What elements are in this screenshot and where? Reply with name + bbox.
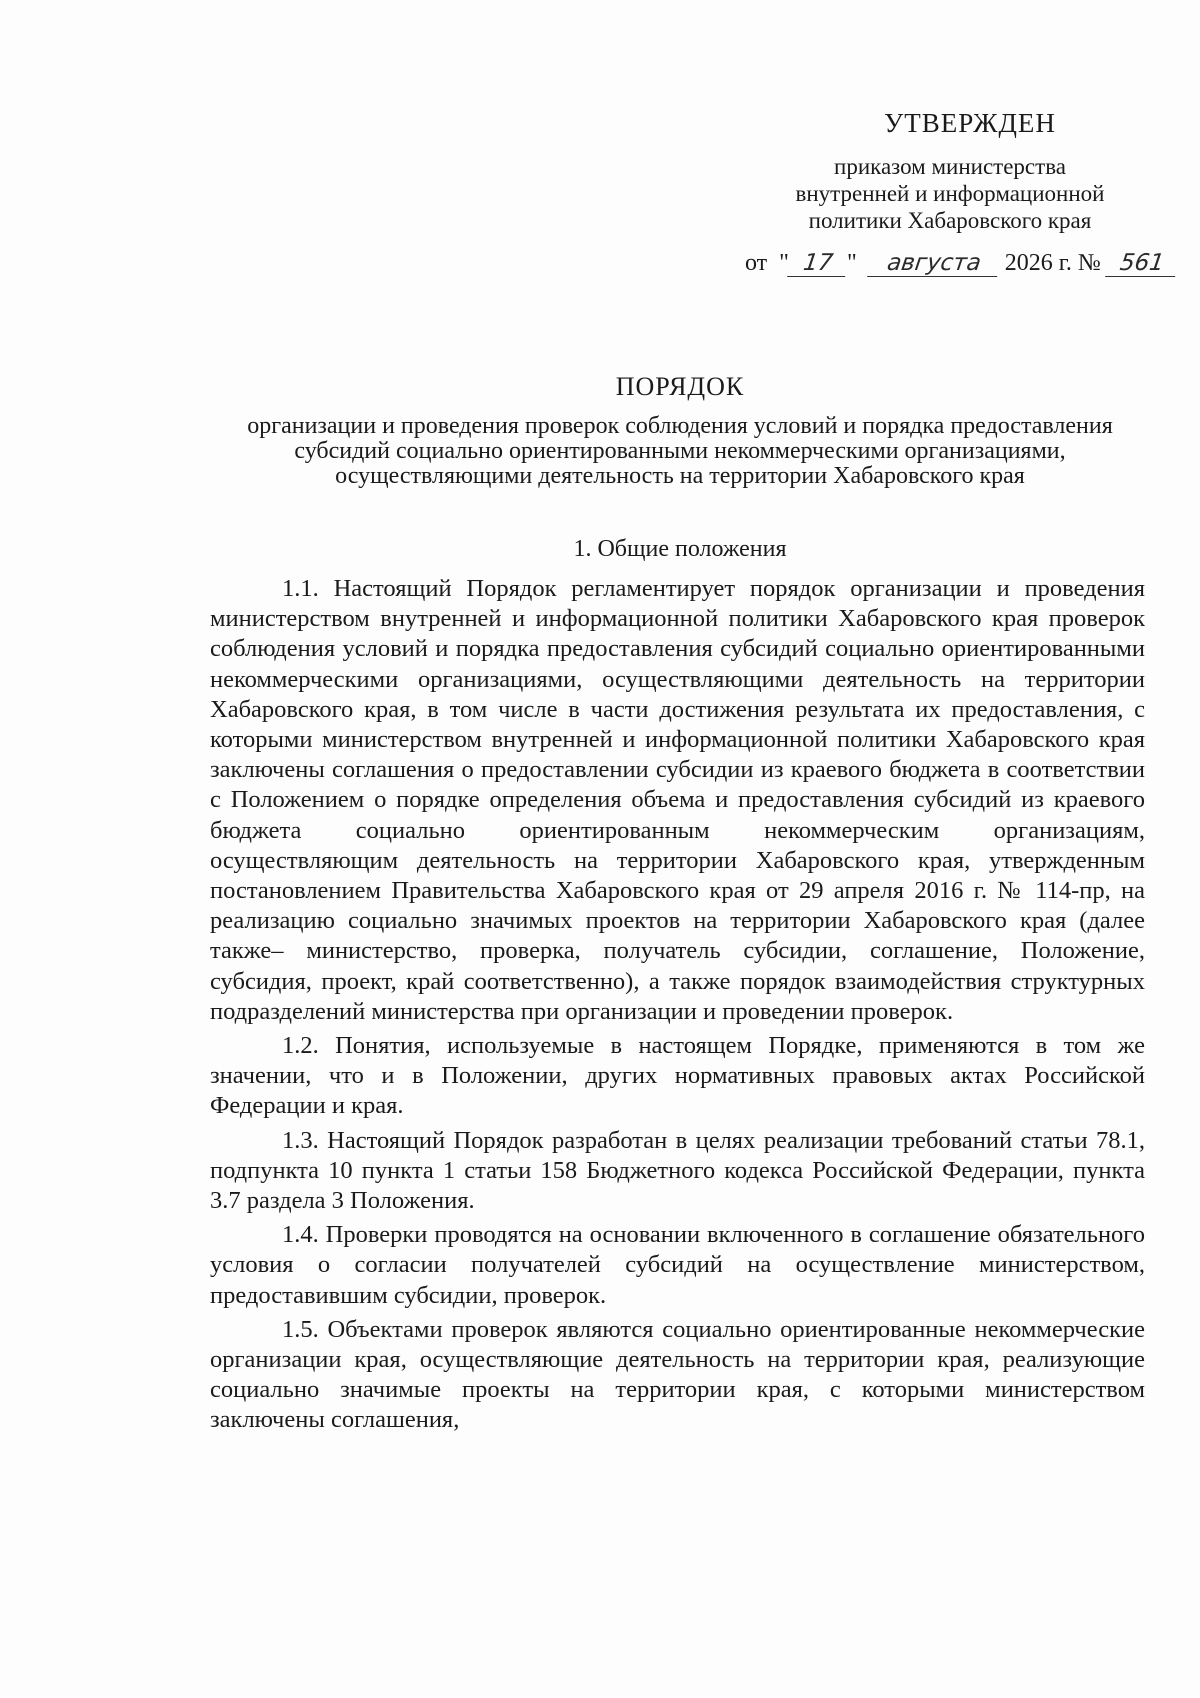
approval-line: внутренней и информационной	[795, 181, 1105, 206]
date-prefix: от	[745, 250, 768, 276]
approval-title: УТВЕРЖДЕН	[884, 108, 1056, 138]
paragraph-1-1: 1.1. Настоящий Порядок регламентирует порядок организации и проведения министерством внутренней и информационной политики Хабаровского края проверок соблюдения условий и порядка предоставления субсидий социально ориентированными некоммерческими организациями, осуществляющими деятельность на территории Хабаровского края, в том числе в части достижения результата их предоставления, с которыми министерством внутренней и информационной политики Хабаровского края заключены соглашения о предоставлении субсидии из краевого бюджета в соответствии с Положением о порядке определения объема и предоставления субсидий из краевого бюджета социально ориентированным некоммерческим организациям, осуществляющим деятельность на территории Хабаровского края, утвержденным постановлением Правительства Хабаровского края от 29 апреля 2016 г. № 114-пр, на реализацию социально значимых проектов на территории Хабаровского края (далее также– министерство, проверка, получатель субсидии, соглашение, Положение, субсидия, проект, край соответственно), а также порядок взаимодействия структурных подразделений министерства при организации и проведении проверок.	[210, 575, 1145, 1025]
paragraph-1-2: 1.2. Понятия, используемые в настоящем Порядке, применяются в том же значении, что и в Положении, других нормативных правовых актах Российской Федерации и края.	[210, 1032, 1145, 1120]
document-body	[210, 574, 1145, 1440]
approval-date: от " 17 " августа 2026 г. № 561	[745, 250, 1165, 277]
approval-line: политики Хабаровского края	[808, 208, 1092, 233]
approval-block	[740, 108, 1160, 234]
document-heading	[200, 372, 1160, 489]
document-subtitle: организации и проведения проверок соблюдения условий и порядка предоставления субсидий социально ориентированными некоммерческими организациями, осуществляющими деятельность на территории Хабаровского края	[247, 413, 1113, 489]
paragraph-1-3: 1.3. Настоящий Порядок разработан в целях реализации требований статьи 78.1, подпункта 10 пункта 1 статьи 158 Бюджетного кодекса Российской Федерации, пункта 3.7 раздела 3 Положения.	[210, 1126, 1145, 1215]
date-year: 2026 г. №	[1004, 250, 1101, 276]
handwritten-month: августа	[867, 250, 1001, 277]
paragraph-1-4: 1.4. Проверки проводятся на основании включенного в соглашение обязательного условия о согласии получателей субсидий на осуществление министерством, предоставившим субсидии, проверок.	[210, 1221, 1145, 1309]
section-title: 1. Общие положения	[573, 536, 787, 562]
document-title: ПОРЯДОК	[615, 372, 745, 401]
approval-line: приказом министерства	[834, 154, 1066, 179]
handwritten-order-number: 561	[1105, 250, 1179, 277]
handwritten-day: 17	[787, 250, 849, 277]
paragraph-1-5: 1.5. Объектами проверок являются социально ориентированные некоммерческие организации края, осуществляющие деятельность на территории края, реализующие социально значимые проекты на территории края, с которыми министерством заключены соглашения,	[210, 1315, 1145, 1434]
